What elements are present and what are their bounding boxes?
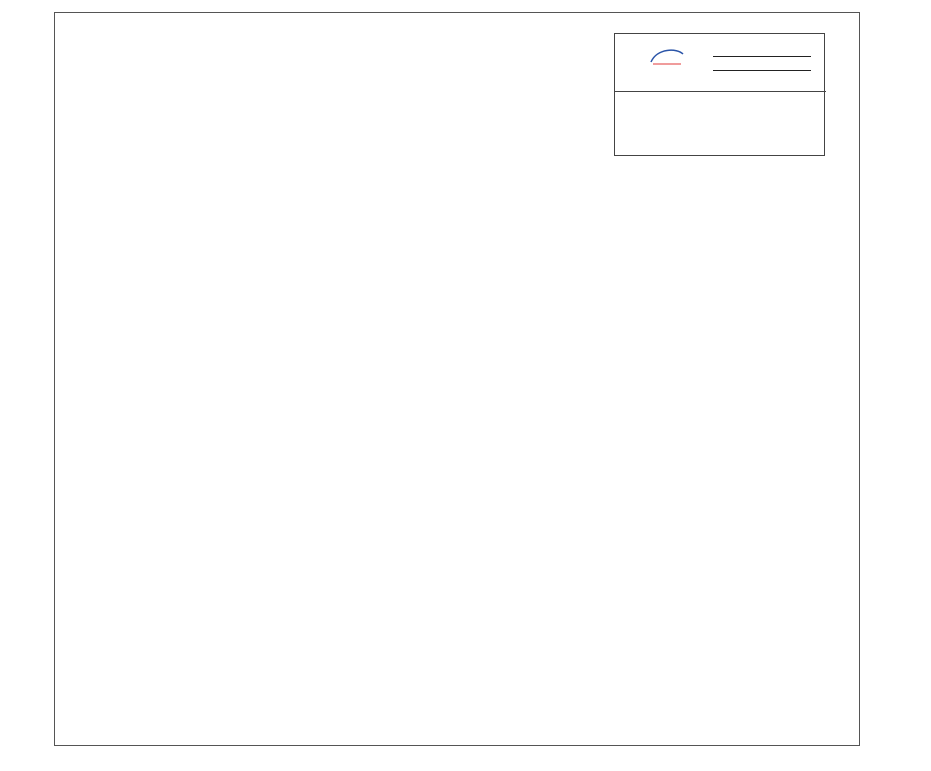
- heading-rule: [713, 70, 811, 71]
- logo-area: [615, 34, 826, 92]
- heading-rule: [713, 56, 811, 57]
- info-box: [614, 33, 825, 156]
- lonti-logo-icon: [647, 44, 687, 68]
